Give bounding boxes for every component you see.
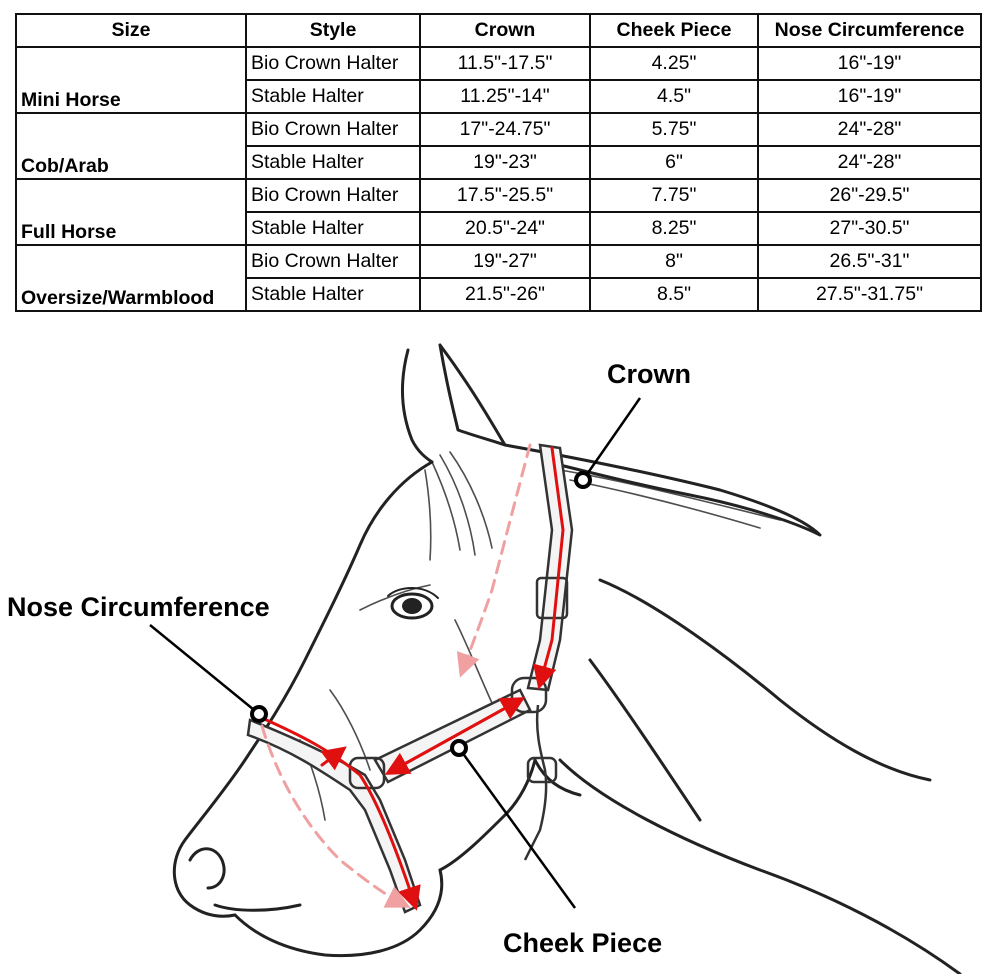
style-cell: Stable Halter [246, 146, 420, 179]
cheek-pointer [459, 748, 575, 908]
table-header-row [16, 14, 981, 47]
measure-lines [262, 448, 563, 905]
cheek-cell: 7.75" [590, 179, 758, 212]
marker-dots [252, 473, 590, 755]
crown-cell: 20.5"-24" [420, 212, 590, 245]
cheek-cell: 4.25" [590, 47, 758, 80]
crown-dot [576, 473, 590, 487]
nose-pointer [150, 625, 259, 714]
header-crown: Crown [420, 14, 590, 47]
crown-cell: 21.5"-26" [420, 278, 590, 311]
nose-cell: 16"-19" [758, 47, 981, 80]
nostril [190, 849, 224, 888]
cheek-dot [452, 741, 466, 755]
crown-cell: 19"-27" [420, 245, 590, 278]
jaw [440, 760, 535, 870]
horse-outline [174, 345, 960, 974]
pointer-lines [150, 398, 640, 908]
nose-cell: 27"-30.5" [758, 212, 981, 245]
cheek-cell: 8.5" [590, 278, 758, 311]
nose-cell: 24"-28" [758, 146, 981, 179]
cheek-cell: 4.5" [590, 80, 758, 113]
crown-cell: 17"-24.75" [420, 113, 590, 146]
size-cell: Mini Horse [16, 47, 246, 113]
size-cell: Full Horse [16, 179, 246, 245]
size-chart-table [15, 13, 982, 312]
crown-cell: 17.5"-25.5" [420, 179, 590, 212]
cheek-cell: 8.25" [590, 212, 758, 245]
neck-back [600, 580, 930, 780]
throat [535, 760, 580, 795]
nose-cell: 26.5"-31" [758, 245, 981, 278]
cheek-measure-line-back [390, 700, 520, 772]
cheek-cell: 6" [590, 146, 758, 179]
crown-label: Crown [607, 359, 691, 389]
nose-dot [252, 707, 266, 721]
crown-dashed-line [462, 445, 530, 672]
crown-cell: 19"-23" [420, 146, 590, 179]
cheek-cell: 8" [590, 245, 758, 278]
size-cell: Oversize/Warmblood [16, 245, 246, 311]
header-size: Size [16, 14, 246, 47]
style-cell: Bio Crown Halter [246, 179, 420, 212]
style-cell: Stable Halter [246, 212, 420, 245]
size-cell: Cob/Arab [16, 113, 246, 179]
crown-strap [528, 445, 572, 690]
nose-cell: 16"-19" [758, 80, 981, 113]
right-ear [440, 345, 505, 445]
left-ear [402, 350, 432, 462]
nose-cell: 26"-29.5" [758, 179, 981, 212]
style-cell: Bio Crown Halter [246, 47, 420, 80]
style-cell: Stable Halter [246, 278, 420, 311]
style-cell: Stable Halter [246, 80, 420, 113]
nose-cell: 27.5"-31.75" [758, 278, 981, 311]
mouth [215, 905, 300, 910]
header-nose-circumference: Nose Circumference [758, 14, 981, 47]
table-row [16, 245, 981, 278]
nose-circumference-label: Nose Circumference [7, 592, 270, 622]
style-cell: Bio Crown Halter [246, 245, 420, 278]
style-cell: Bio Crown Halter [246, 113, 420, 146]
table-row [16, 113, 981, 146]
crown-cell: 11.25"-14" [420, 80, 590, 113]
crown-pointer [583, 398, 640, 480]
horse-halter-diagram [0, 340, 988, 974]
table-row [16, 179, 981, 212]
header-cheek-piece: Cheek Piece [590, 14, 758, 47]
nose-band [248, 720, 420, 912]
header-style: Style [246, 14, 420, 47]
table-row [16, 47, 981, 80]
cheek-piece-label: Cheek Piece [503, 928, 663, 958]
nose-cell: 24"-28" [758, 113, 981, 146]
crown-cell: 11.5"-17.5" [420, 47, 590, 80]
cheek-cell: 5.75" [590, 113, 758, 146]
